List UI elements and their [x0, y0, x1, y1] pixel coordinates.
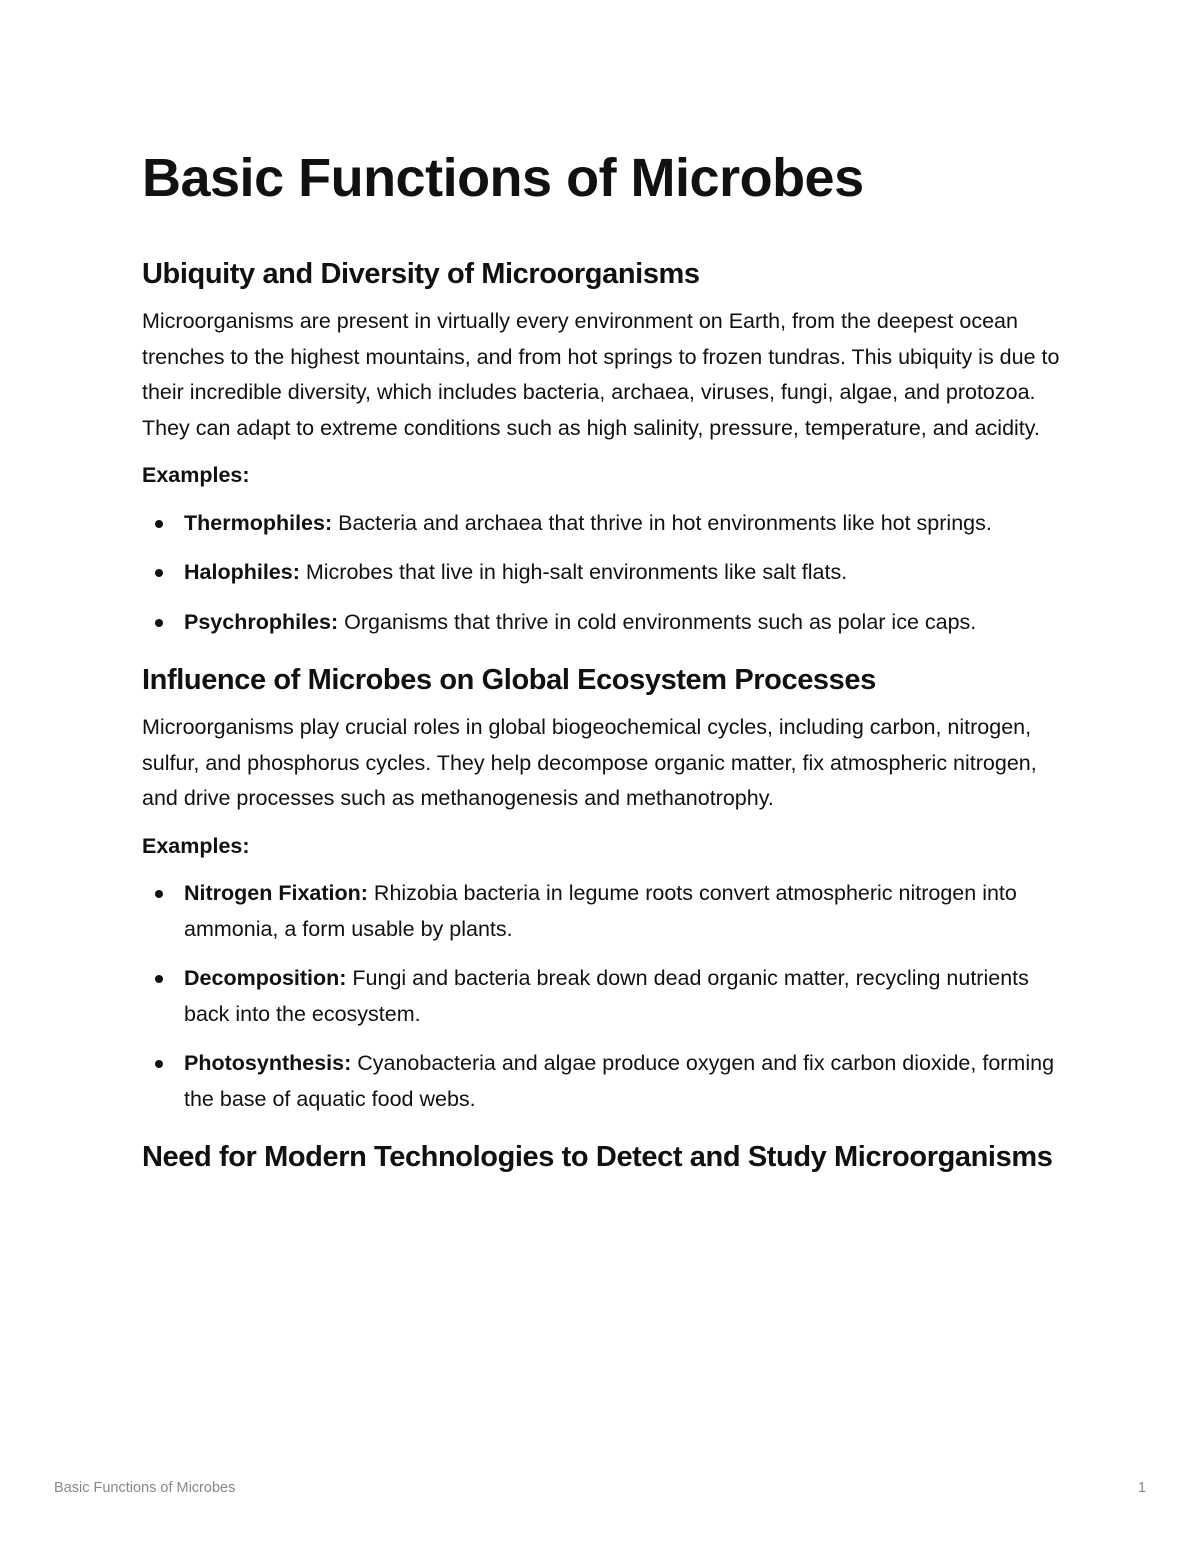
example-term: Thermophiles: [184, 510, 333, 535]
section-paragraph: Microorganisms are present in virtually every environment on Earth, from the deepest ocean trenches to the highest mountains, and from hot springs to frozen tundras. This ubiquity is due to their incredible diversity, which includes bacteria, archaea, viruses, fungi, algae, and protozoa. They can adapt to extreme conditions such as high salinity, pressure, temperature, and acidity. [142, 309, 1060, 440]
example-term: Psychrophiles: [184, 609, 339, 634]
example-text: Fungi and bacteria break down dead organic matter, recycling nutrients back into the ecosystem. [184, 966, 1029, 1026]
bullet-icon [155, 619, 163, 627]
examples-list [142, 876, 1072, 1117]
example-term: Nitrogen Fixation: [184, 881, 368, 905]
section-heading: Influence of Microbes on Global Ecosystem Processes [142, 664, 876, 696]
example-text: Bacteria and archaea that thrive in hot environments like hot springs. [332, 510, 992, 535]
examples-label: Examples: [142, 833, 250, 858]
list-item [142, 555, 1072, 591]
example-text: Cyanobacteria and algae produce oxygen and fix carbon dioxide, forming the base of aquatic food webs. [184, 1051, 1055, 1111]
example-term: Decomposition: [184, 966, 347, 990]
bullet-icon [155, 520, 163, 528]
document-title: Basic Functions of Microbes [142, 148, 864, 208]
document-page [142, 140, 1072, 1197]
example-term: Photosynthesis: [184, 1051, 352, 1075]
example-text: Microbes that live in high-salt environments like salt flats. [299, 560, 848, 584]
footer-page-number: 1 [1137, 1480, 1146, 1496]
section-heading: Need for Modern Technologies to Detect and Study Microorganisms [142, 1141, 1053, 1173]
examples-list [142, 506, 1072, 641]
section-paragraph: Microorganisms play crucial roles in global biogeochemical cycles, including carbon, nitrogen, sulfur, and phosphorus cycles. They help decompose organic matter, fix atmospheric nitrogen, and drive processes such as methanogenesis and methanotrophy. [142, 715, 1037, 810]
list-item [142, 605, 1072, 641]
section-ubiquity [142, 256, 1072, 640]
example-text: Rhizobia bacteria in legume roots convert atmospheric nitrogen into ammonia, a form usable by plants. [184, 881, 1017, 941]
examples-label: Examples: [142, 463, 250, 487]
example-term: Halophiles: [184, 560, 300, 584]
section-heading: Ubiquity and Diversity of Microorganisms [142, 258, 700, 290]
bullet-icon [155, 890, 163, 898]
list-item [142, 1046, 1072, 1117]
bullet-icon [155, 1060, 163, 1068]
list-item [142, 876, 1072, 947]
bullet-icon [155, 569, 163, 577]
bullet-icon [155, 975, 163, 983]
list-item [142, 506, 1072, 542]
section-ecosystem-processes [142, 662, 1072, 1117]
example-text: Organisms that thrive in cold environments such as polar ice caps. [338, 609, 977, 634]
list-item [142, 961, 1072, 1032]
footer-document-title: Basic Functions of Microbes [54, 1480, 236, 1496]
section-modern-technologies [142, 1139, 1072, 1175]
